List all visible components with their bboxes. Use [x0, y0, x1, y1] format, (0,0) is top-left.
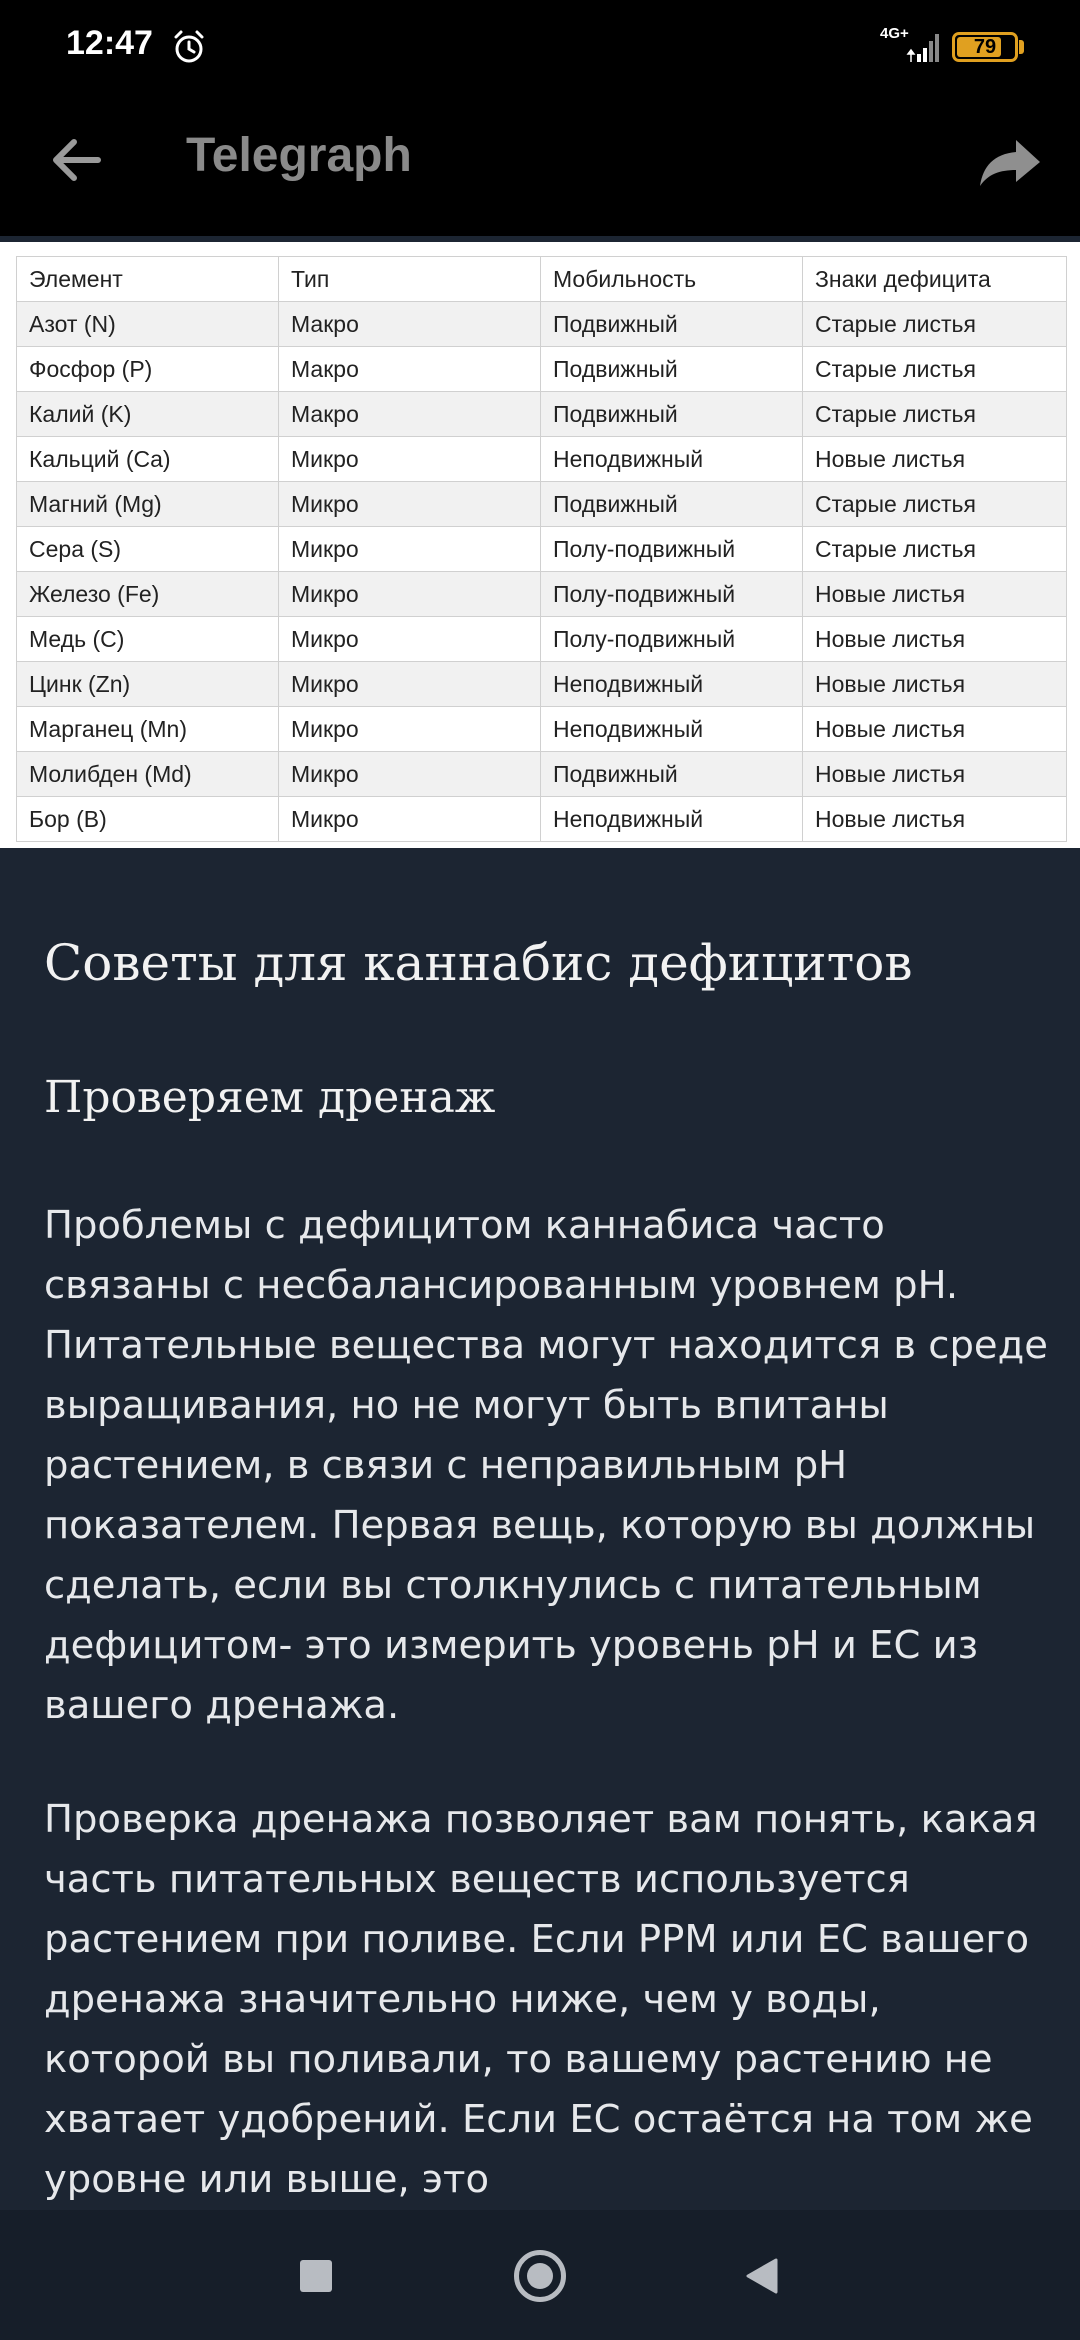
table-row — [17, 752, 1067, 797]
table-row — [17, 482, 1067, 527]
table-cell: Старые листья — [803, 392, 1067, 437]
table-cell: Подвижный — [541, 347, 803, 392]
table-cell: Микро — [279, 482, 541, 527]
table-cell: Микро — [279, 707, 541, 752]
square-recents-icon[interactable] — [300, 2260, 332, 2292]
article-paragraph: Проверка дренажа позволяет вам понять, какая часть питательных веществ используется растением при поливе. Если PPM или EC вашего дренажа значительно ниже, чем у воды, которой вы поливали, то вашему растению не хватает удобрений. Если EC остаётся на том же уровне или выше, это — [44, 1797, 1038, 2202]
table-row — [17, 437, 1067, 482]
table-row — [17, 707, 1067, 752]
triangle-back-icon[interactable] — [742, 2256, 782, 2296]
table-cell: Новые листья — [803, 662, 1067, 707]
table-cell: Неподвижный — [541, 662, 803, 707]
table-row — [17, 572, 1067, 617]
status-time: 12:47 — [66, 24, 153, 62]
table-cell: Микро — [279, 617, 541, 662]
table-cell: Новые листья — [803, 797, 1067, 842]
table-cell: Кальций (Ca) — [17, 437, 279, 482]
app-title: Telegraph — [186, 129, 412, 182]
table-row — [17, 392, 1067, 437]
table-cell: Микро — [279, 797, 541, 842]
system-nav-bar — [0, 2210, 1080, 2340]
table-cell: Микро — [279, 662, 541, 707]
table-cell: Медь (C) — [17, 617, 279, 662]
table-cell: Полу-подвижный — [541, 617, 803, 662]
table-cell: Новые листья — [803, 752, 1067, 797]
table-cell: Молибден (Md) — [17, 752, 279, 797]
table-header-row — [17, 257, 1067, 302]
table-cell: Неподвижный — [541, 797, 803, 842]
battery-percent: 79 — [973, 36, 997, 58]
circle-home-icon[interactable] — [514, 2250, 566, 2302]
table-cell: Неподвижный — [541, 707, 803, 752]
share-icon[interactable] — [972, 124, 1048, 200]
arrow-left-icon[interactable] — [40, 122, 116, 198]
table-cell: Полу-подвижный — [541, 572, 803, 617]
nutrient-deficit-table — [16, 256, 1067, 842]
status-bar — [0, 0, 1080, 96]
battery-nub — [1019, 40, 1024, 54]
article-body — [0, 848, 1080, 2210]
battery-icon — [952, 32, 1018, 62]
table-cell: Марганец (Mn) — [17, 707, 279, 752]
table-cell: Сера (S) — [17, 527, 279, 572]
table-cell: Новые листья — [803, 707, 1067, 752]
table-cell: Подвижный — [541, 302, 803, 347]
table-cell: Новые листья — [803, 617, 1067, 662]
signal-strength-icon — [906, 30, 940, 64]
table-row — [17, 617, 1067, 662]
table-cell: Микро — [279, 437, 541, 482]
article-subheading: Проверяем дренаж — [44, 1072, 496, 1123]
article-heading: Советы для каннабис дефицитов — [44, 934, 913, 992]
table-cell: Подвижный — [541, 392, 803, 437]
table-cell: Фосфор (P) — [17, 347, 279, 392]
table-cell: Микро — [279, 752, 541, 797]
table-cell: Полу-подвижный — [541, 527, 803, 572]
table-cell: Железо (Fe) — [17, 572, 279, 617]
table-header-cell: Мобильность — [541, 257, 803, 302]
table-cell: Магний (Mg) — [17, 482, 279, 527]
table-cell: Макро — [279, 347, 541, 392]
network-type: 4G+ — [880, 25, 909, 42]
table-cell: Подвижный — [541, 482, 803, 527]
table-row — [17, 527, 1067, 572]
table-cell: Микро — [279, 527, 541, 572]
table-cell: Неподвижный — [541, 437, 803, 482]
table-cell: Новые листья — [803, 572, 1067, 617]
table-cell: Старые листья — [803, 527, 1067, 572]
article-paragraph: Проблемы с дефицитом каннабиса часто связаны с несбалансированным уровнем pH. Питательные вещества могут находится в среде выращивания, но не могут быть впитаны растением, в связи с неправильным pH показателем. Первая вещь, которую вы должны сделать, если вы столкнулись с питательным дефицитом- это измерить уровень pH и EC из вашего дренажа. — [44, 1203, 1048, 1728]
table-header-cell: Знаки дефицита — [803, 257, 1067, 302]
deficit-table-image — [0, 242, 1080, 848]
table-cell: Цинк (Zn) — [17, 662, 279, 707]
table-cell: Микро — [279, 572, 541, 617]
table-cell: Бор (B) — [17, 797, 279, 842]
app-bar — [0, 96, 1080, 236]
table-cell: Подвижный — [541, 752, 803, 797]
table-row — [17, 347, 1067, 392]
table-header-cell: Тип — [279, 257, 541, 302]
table-cell: Старые листья — [803, 347, 1067, 392]
table-cell: Калий (K) — [17, 392, 279, 437]
table-cell: Макро — [279, 392, 541, 437]
table-row — [17, 662, 1067, 707]
table-cell: Новые листья — [803, 437, 1067, 482]
table-cell: Старые листья — [803, 302, 1067, 347]
table-header-cell: Элемент — [17, 257, 279, 302]
table-row — [17, 797, 1067, 842]
alarm-clock-icon — [170, 28, 208, 66]
table-row — [17, 302, 1067, 347]
table-cell: Макро — [279, 302, 541, 347]
table-cell: Старые листья — [803, 482, 1067, 527]
table-cell: Азот (N) — [17, 302, 279, 347]
home-dot — [527, 2263, 553, 2289]
